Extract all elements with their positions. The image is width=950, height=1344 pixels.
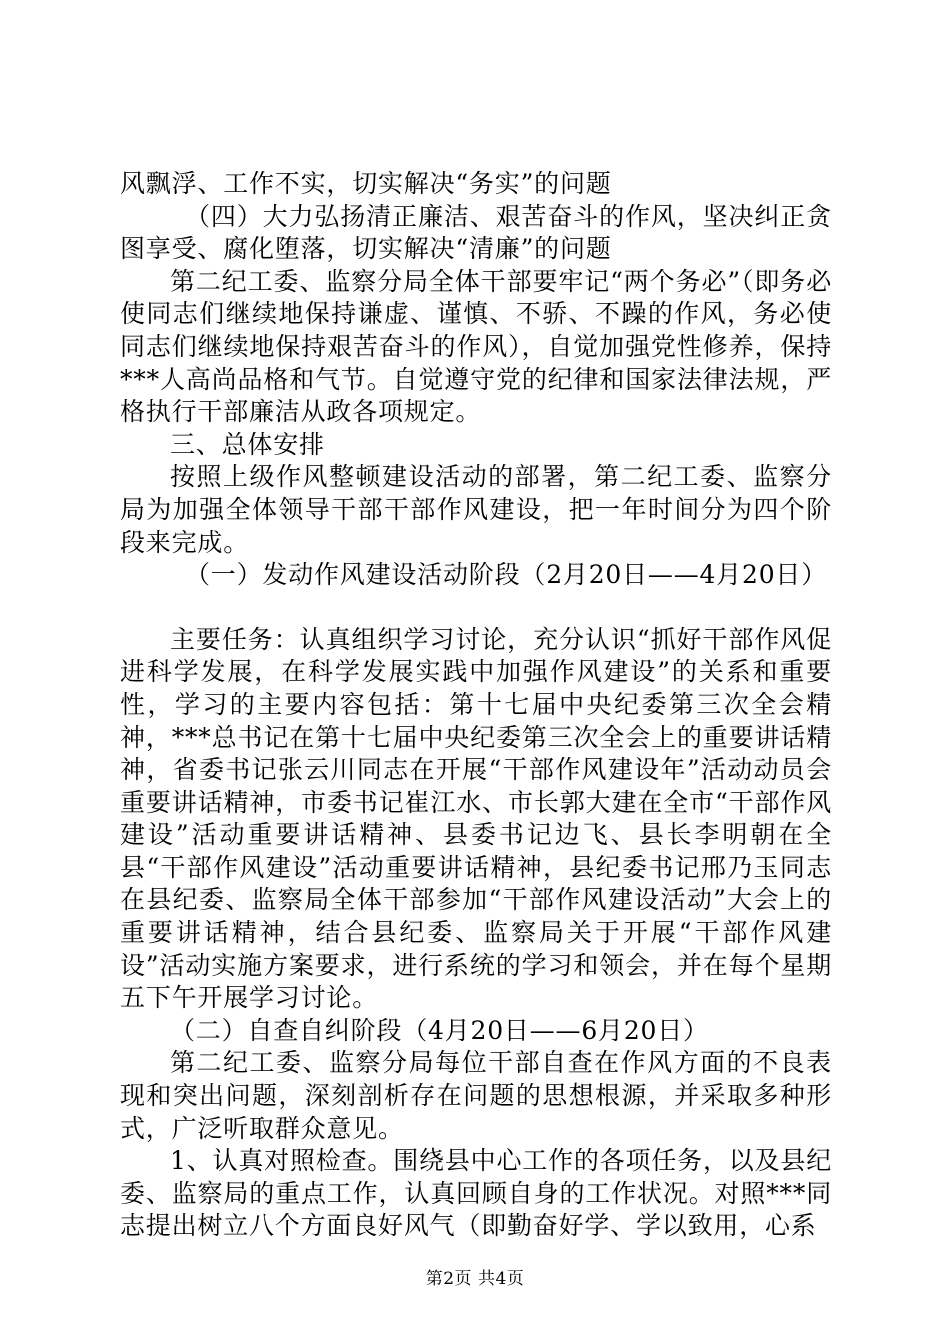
paragraph-continuation: 风飘浮、工作不实，切实解决“务实”的问题 <box>120 169 612 198</box>
paragraph-deployment: 按照上级作风整顿建设活动的部署，第二纪工委、监察分局为加强全体领导干部干部作风建设，把一年时间分为四个阶段来完成。 <box>120 462 832 557</box>
paragraph-check-item-one: 1、认真对照检查。围绕县中心工作的各项任务，以及县纪委、监察局的重点工作，认真回顾自身的工作状况。对照***同志提出树立八个方面良好风气（即勤奋好学、学以致用，心系 <box>120 1146 832 1241</box>
heading-overall-arrangement: 三、总体安排 <box>170 429 325 459</box>
paragraph-self-check: 第二纪工委、监察分局每位干部自查在作风方面的不良表现和突出问题，深刻剖析存在问题的思想根源，并采取多种形式，广泛听取群众意见。 <box>120 1048 832 1143</box>
page-number-footer: 第2页 共4页 <box>425 1269 525 1289</box>
paragraph-section-four: （四）大力弘扬清正廉洁、艰苦奋斗的作风，坚决纠正贪图享受、腐化堕落，切实解决“清廉”的问题 <box>120 201 832 264</box>
document-body <box>120 168 832 1243</box>
heading-phase-two: （二）自查自纠阶段（4月20日——6月20日） <box>170 1015 709 1045</box>
heading-phase-one: （一）发动作风建设活动阶段（2月20日——4月20日） <box>185 560 828 590</box>
paragraph-main-tasks: 主要任务：认真组织学习讨论，充分认识“抓好干部作风促进科学发展，在科学发展实践中加强作风建设”的关系和重要性，学习的主要内容包括：第十七届中央纪委第三次全会精神，***总书记在第十七届中央纪委第三次全会上的重要讲话精神，省委书记张云川同志在开展“干部作风建设年”活动动员会重要讲话精神，市委书记崔江水、市长郭大建在全市“干部作风建设”活动重要讲话精神、县委书记边飞、县长李明朝在全县“干部作风建设”活动重要讲话精神，县纪委书记邢乃玉同志在县纪委、监察局全体干部参加“干部作风建设活动”大会上的重要讲话精神，结合县纪委、监察局关于开展“干部作风建设”活动实施方案要求，进行系统的学习和领会，并在每个星期五下午开展学习讨论。 <box>120 624 832 1013</box>
paragraph-two-musts: 第二纪工委、监察分局全体干部要牢记“两个务必”（即务必使同志们继续地保持谦虚、谨慎、不骄、不躁的作风，务必使同志们继续地保持艰苦奋斗的作风），自觉加强党性修养，保持***人高尚品格和气节。自觉遵守党的纪律和国家法律法规，严格执行干部廉洁从政各项规定。 <box>120 266 832 427</box>
